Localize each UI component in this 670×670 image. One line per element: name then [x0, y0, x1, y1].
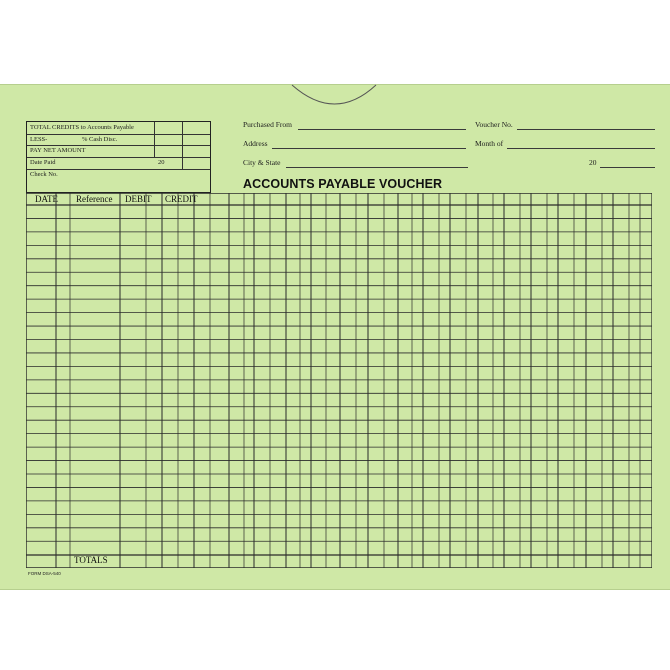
column-date: DATE [35, 194, 58, 204]
year-prefix-label: 20 [589, 158, 597, 167]
totals-label: TOTALS [74, 555, 108, 565]
date-paid-year-cell[interactable] [182, 157, 211, 169]
purchased-from-field[interactable] [298, 129, 466, 130]
pay-net-label: PAY NET AMOUNT [30, 147, 86, 154]
column-credit: CREDIT [165, 194, 198, 204]
date-paid-label: Date Paid [30, 158, 56, 166]
address-label: Address [243, 139, 268, 148]
total-credits-cents-cell[interactable] [182, 122, 211, 134]
pay-net-cell[interactable] [154, 145, 183, 157]
voucher-no-field[interactable] [517, 129, 655, 130]
form-code: FORM DSA-540 [28, 571, 61, 576]
check-no-row [27, 169, 210, 181]
purchased-from-label: Purchased From [243, 120, 292, 129]
city-state-label: City & State [243, 158, 281, 167]
total-credits-cell[interactable] [154, 122, 183, 134]
check-no-label: Check No. [30, 170, 58, 178]
city-state-field[interactable] [286, 167, 468, 168]
ledger-grid[interactable] [26, 193, 652, 568]
less-cents-cell[interactable] [182, 134, 211, 146]
date-paid-year-prefix: 20 [158, 158, 165, 166]
address-field[interactable] [272, 148, 466, 149]
form-title: ACCOUNTS PAYABLE VOUCHER [243, 177, 443, 191]
pay-net-cents-cell[interactable] [182, 145, 211, 157]
total-credits-label: TOTAL CREDITS to Accounts Payable [30, 124, 134, 131]
voucher-no-label: Voucher No. [475, 120, 513, 129]
month-of-field[interactable] [507, 148, 655, 149]
column-debit: DEBIT [125, 194, 152, 204]
column-reference: Reference [76, 194, 113, 204]
month-of-label: Month of [475, 139, 504, 148]
envelope-flap-curve [290, 83, 380, 111]
cash-disc-label: % Cash Disc. [82, 135, 118, 143]
year-field[interactable] [600, 167, 655, 168]
less-label: LESS- [30, 135, 48, 143]
less-cell[interactable] [154, 134, 183, 146]
voucher-form [0, 84, 670, 590]
summary-box [26, 121, 211, 193]
